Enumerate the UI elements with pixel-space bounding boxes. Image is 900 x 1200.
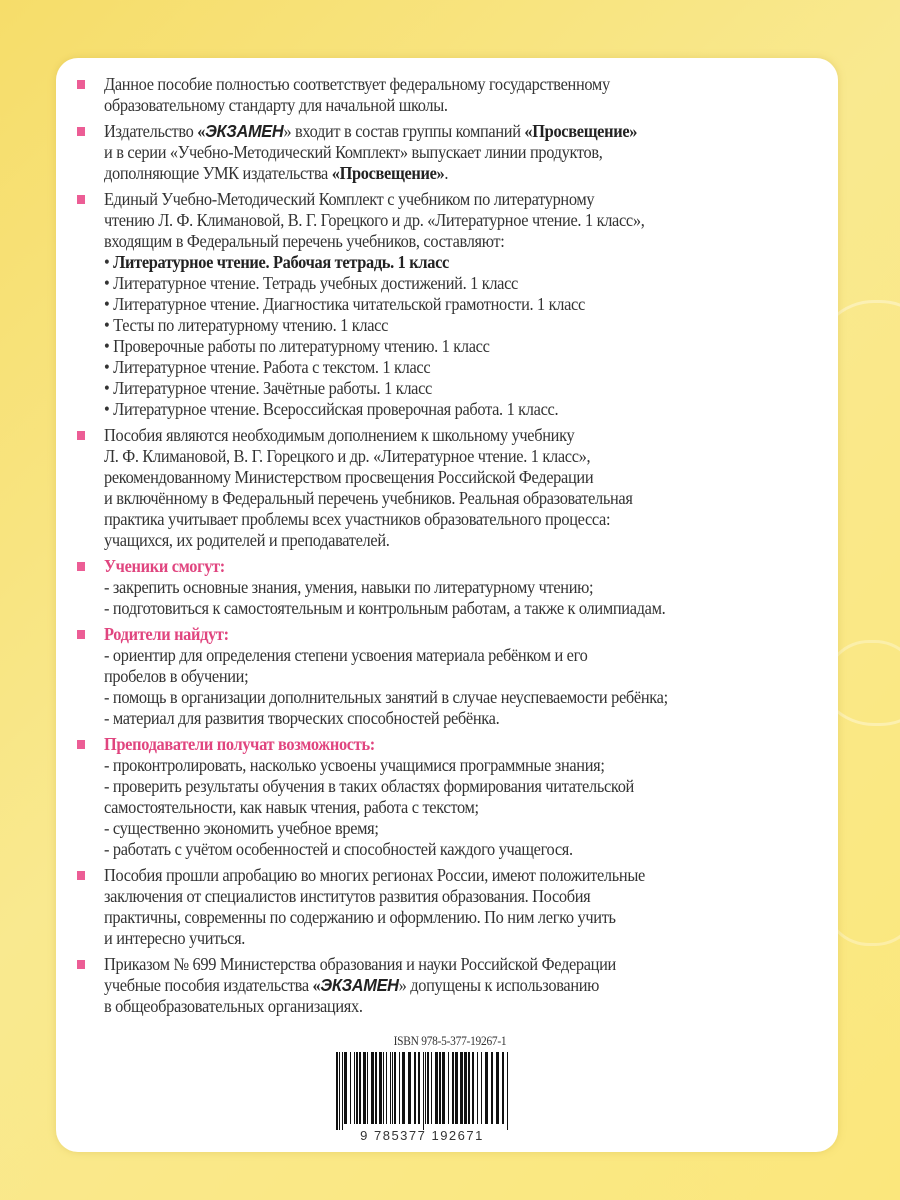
text-segment: заключения от специалистов институтов развития образования. Пособия [104,886,591,906]
barcode-bar [342,1052,343,1130]
barcode-bar [507,1052,508,1130]
text-segment: учебные пособия издательства [104,975,313,995]
paragraph [104,189,824,420]
text-segment: практичны, современны по содержанию и оформлению. По ним легко учить [104,907,616,927]
barcode-bar [408,1052,411,1124]
barcode-bar [359,1052,361,1124]
text-line [104,818,774,839]
text-segment: входящим в Федеральный перечень учебников, составляют: [104,231,505,251]
paragraph [104,121,824,184]
barcode-bar [356,1052,358,1124]
barcode-bar [460,1052,463,1124]
barcode-bar [496,1052,499,1124]
text-segment: Приказом № 699 Министерства образования и науки Российской Федерации [104,954,616,974]
text-line [104,776,774,797]
section-heading: Ученики смогут: [104,556,225,576]
pink-bullet-icon [77,195,85,204]
text-segment: « [197,121,206,141]
paragraph [104,624,824,729]
isbn-label: ISBN 978-5-377-19267-1 [393,1033,507,1048]
text-segment: • Проверочные работы по литературному чтению. 1 класс [104,336,490,356]
text-segment: - работать с учётом особенностей и способностей каждого учащегося. [104,839,573,859]
barcode-bar [418,1052,420,1124]
text-segment: практика учитывает проблемы всех участников образовательного процесса: [104,509,611,529]
text-segment: Пособия прошли апробацию во многих регионах России, имеют положительные [104,865,645,885]
text-line [104,797,774,818]
text-line [104,975,774,996]
text-segment: » [283,121,292,141]
barcode-bar [468,1052,470,1124]
text-line [104,399,774,420]
text-segment: • Литературное чтение. Работа с текстом. 1 класс [104,357,431,377]
barcode-bar [363,1052,366,1124]
text-segment: Л. Ф. Климановой, В. Г. Горецкого и др. «Литературное чтение. 1 класс», [104,446,591,466]
barcode-bar [414,1052,416,1124]
barcode-bar [392,1052,393,1124]
publisher-name: ЭКЗАМЕН [205,121,284,141]
text-line [104,252,774,273]
text-segment: Издательство [104,121,198,141]
text-segment: дополняющие УМК издательства [104,163,332,183]
barcode-bar [399,1052,400,1124]
barcode-bar [435,1052,438,1124]
barcode-bar [339,1052,340,1130]
text-line [104,556,774,577]
paragraph [104,425,824,551]
text-line [104,687,774,708]
publisher-name: ЭКЗАМЕН [320,975,399,995]
cover-text [104,74,824,1022]
text-line [104,74,774,95]
barcode-bar [350,1052,351,1124]
text-line [104,954,774,975]
pink-bullet-icon [77,80,85,89]
barcode-bar [386,1052,387,1124]
text-segment: «Просвещение» [524,121,638,141]
text-line [104,163,774,184]
text-line [104,210,774,231]
text-segment: • Литературное чтение. Тетрадь учебных достижений. 1 класс [104,273,518,293]
pink-bullet-icon [77,740,85,749]
text-segment: Единый Учебно-Методический Комплект с учебником по литературному [104,189,595,209]
text-segment: . [444,163,449,183]
text-line [104,996,774,1017]
barcode-bar [455,1052,458,1124]
paragraph [104,556,824,619]
text-segment: Литературное чтение. Рабочая тетрадь. 1 класс [113,252,449,272]
text-line [104,95,774,116]
text-segment: • [104,252,114,272]
text-line [104,509,774,530]
paragraph [104,865,824,949]
text-segment: и интересно учиться. [104,928,246,948]
text-line [104,755,774,776]
text-line [104,530,774,551]
barcode-bar [472,1052,474,1124]
text-line [104,886,774,907]
paragraph [104,954,824,1017]
text-line [104,189,774,210]
barcode-digits: 9 785377 192671 [360,1128,484,1143]
text-line [104,315,774,336]
text-line [104,928,774,949]
text-line [104,907,774,928]
text-line [104,598,774,619]
barcode-bar [439,1052,441,1124]
text-segment: «Просвещение» [331,163,445,183]
text-segment: • Литературное чтение. Диагностика читательской грамотности. 1 класс [104,294,585,314]
barcode-bar [431,1052,432,1124]
text-segment: входит в состав группы компаний [291,121,525,141]
barcode-bar [464,1052,467,1124]
text-segment: Пособия являются необходимым дополнением к школьному учебнику [104,425,575,445]
barcode-bar [379,1052,382,1124]
barcode-bar [477,1052,478,1124]
section-heading: Преподаватели получат возможность: [104,734,375,754]
barcode-bar [336,1052,338,1130]
barcode [332,1052,512,1130]
barcode-bar [390,1052,391,1124]
text-segment: - закрепить основные знания, умения, навыки по литературному чтению; [104,577,594,597]
text-segment: » [398,975,407,995]
text-segment: « [312,975,321,995]
text-segment: - помощь в организации дополнительных занятий в случае неуспеваемости ребёнка; [104,687,668,707]
barcode-bar [502,1052,504,1124]
text-segment: учащихся, их родителей и преподавателей. [104,530,390,550]
text-segment: рекомендованному Министерством просвещения Российской Федерации [104,467,594,487]
text-line [104,577,774,598]
barcode-bar [423,1052,424,1130]
barcode-bar [375,1052,377,1124]
pink-bullet-icon [77,871,85,880]
barcode-bar [448,1052,449,1124]
text-line [104,645,774,666]
barcode-bar [344,1052,347,1124]
text-segment: • Тесты по литературному чтению. 1 класс [104,315,389,335]
text-line [104,467,774,488]
pink-bullet-icon [77,630,85,639]
text-line [104,273,774,294]
pink-bullet-icon [77,960,85,969]
text-segment: • Литературное чтение. Зачётные работы. 1 класс [104,378,432,398]
text-line [104,142,774,163]
barcode-bar [402,1052,405,1124]
barcode-bar [354,1052,355,1124]
text-segment: - проверить результаты обучения в таких областях формирования читательской [104,776,634,796]
text-line [104,231,774,252]
paragraph [104,734,824,860]
text-line [104,624,774,645]
barcode-bar [491,1052,493,1124]
text-line [104,839,774,860]
barcode-bar [442,1052,445,1124]
text-line [104,734,774,755]
text-line [104,378,774,399]
text-segment: - ориентир для определения степени усвоения материала ребёнком и его [104,645,588,665]
pink-bullet-icon [77,127,85,136]
barcode-bar [425,1052,426,1124]
text-segment: Данное пособие полностью соответствует федеральному государственному [104,74,610,94]
text-segment: допущены к использованию [406,975,600,995]
section-heading: Родители найдут: [104,624,229,644]
barcode-bar [367,1052,368,1124]
text-line [104,865,774,886]
text-segment: - подготовиться к самостоятельным и контрольным работам, а также к олимпиадам. [104,598,666,618]
text-segment: • Литературное чтение. Всероссийская проверочная работа. 1 класс. [104,399,559,419]
text-segment: в общеобразовательных организациях. [104,996,363,1016]
text-segment: - материал для развития творческих способностей ребёнка. [104,708,500,728]
text-line [104,446,774,467]
text-segment: - проконтролировать, насколько усвоены учащимися программные знания; [104,755,605,775]
text-line [104,488,774,509]
barcode-bar [371,1052,374,1124]
text-line [104,666,774,687]
paragraph [104,74,824,116]
text-segment: самостоятельности, как навык чтения, работа с текстом; [104,797,479,817]
text-line [104,357,774,378]
text-line [104,121,774,142]
text-segment: - существенно экономить учебное время; [104,818,379,838]
text-line [104,708,774,729]
barcode-bar [427,1052,429,1124]
barcode-bar [383,1052,384,1124]
pink-bullet-icon [77,431,85,440]
text-segment: чтению Л. Ф. Климановой, В. Г. Горецкого и др. «Литературное чтение. 1 класс», [104,210,645,230]
barcode-bar [394,1052,396,1124]
text-segment: пробелов в обучении; [104,666,249,686]
text-line [104,425,774,446]
barcode-bar [481,1052,482,1124]
text-line [104,294,774,315]
text-segment: и включённому в Федеральный перечень учебников. Реальная образовательная [104,488,633,508]
barcode-bar [485,1052,488,1124]
barcode-bar [452,1052,454,1124]
text-segment: и в серии «Учебно-Методический Комплект» выпускает линии продуктов, [104,142,603,162]
text-line [104,336,774,357]
text-segment: образовательному стандарту для начальной школы. [104,95,448,115]
pink-bullet-icon [77,562,85,571]
